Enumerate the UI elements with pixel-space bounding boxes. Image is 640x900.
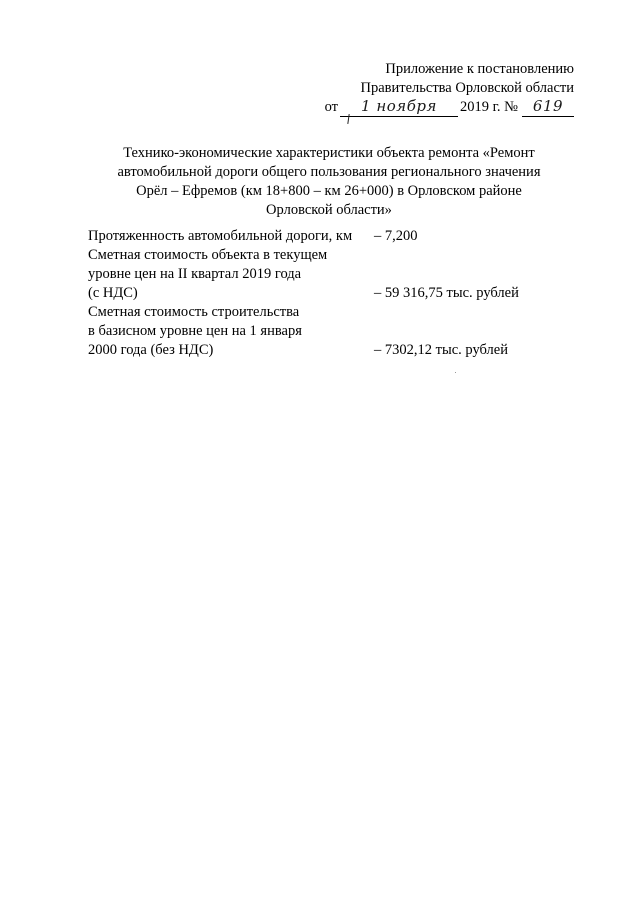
row-label-line: в базисном уровне цен на 1 января <box>88 323 302 339</box>
year-number-label: 2019 г. № <box>459 99 518 115</box>
row-label-line: уровне цен на II квартал 2019 года <box>88 266 302 282</box>
row-label-line: Сметная стоимость строительства <box>88 304 300 320</box>
handwritten-date: 1 ноября <box>361 97 437 115</box>
title-line-1: Технико-экономические характеристики объекта ремонта «Ремонт <box>123 145 535 161</box>
number-blank <box>522 98 574 117</box>
row-value: – 59 316,75 тыс. рублей <box>374 285 519 301</box>
characteristic-row <box>88 246 558 303</box>
header-line-2: Правительства Орловской области <box>360 80 574 96</box>
date-prefix: от <box>324 99 338 115</box>
row-value: – 7302,12 тыс. рублей <box>374 342 508 358</box>
pen-stroke-icon <box>347 114 349 124</box>
appendix-header <box>314 60 574 117</box>
row-label-line: 2000 года (без НДС) <box>88 342 214 358</box>
header-date-line <box>314 98 574 117</box>
row-label-line: (с НДС) <box>88 285 138 301</box>
title-line-4: Орловской области» <box>266 202 392 218</box>
row-label-line: Протяженность автомобильной дороги, км <box>88 228 353 244</box>
characteristic-row <box>88 227 558 246</box>
title-line-2: автомобильной дороги общего пользования регионального значения <box>117 164 541 180</box>
handwritten-number: 619 <box>532 97 564 115</box>
row-label <box>88 303 374 360</box>
date-blank <box>340 98 458 117</box>
characteristics-list <box>88 227 558 360</box>
title-line-3: Орёл – Ефремов (км 18+800 – км 26+000) в Орловском районе <box>136 183 522 199</box>
characteristic-row <box>88 303 558 360</box>
row-value: – 7,200 <box>374 228 418 244</box>
row-label <box>88 227 374 246</box>
scan-speck <box>455 372 456 373</box>
header-line-1: Приложение к постановлению <box>385 61 574 77</box>
document-title <box>88 144 570 220</box>
row-label <box>88 246 374 303</box>
row-label-line: Сметная стоимость объекта в текущем <box>88 247 328 263</box>
